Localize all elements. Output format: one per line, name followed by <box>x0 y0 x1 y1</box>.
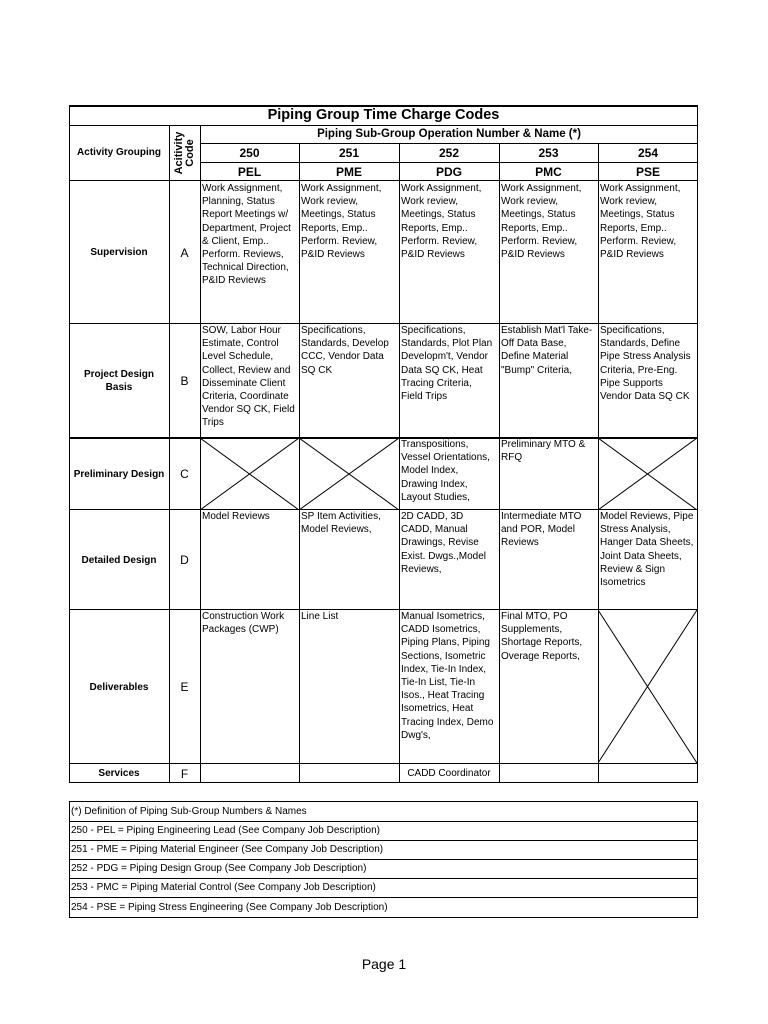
subgroup-name-pse: PSE <box>635 164 660 179</box>
not-applicable-x-icon <box>598 610 697 763</box>
table-border-left <box>69 105 70 783</box>
activity-code-b: B <box>180 374 189 388</box>
table-cell: Specifications, Standards, Define Pipe Stress Analysis Criteria, Pre-Eng. Pipe Supports Vendor Data SQ CK <box>600 325 691 403</box>
table-cell: Work Assignment, Work review, Meetings, Status Reports, Emp.. Perform. Review, P&ID Reviews <box>600 183 681 261</box>
table-cell <box>598 764 698 783</box>
activity-code-f: F <box>180 766 189 781</box>
table-cell <box>200 764 299 783</box>
table-cell <box>299 764 399 783</box>
not-applicable-x-icon <box>598 438 697 510</box>
grid-line <box>69 801 70 918</box>
grid-line <box>69 878 698 879</box>
subgroup-header: Piping Sub-Group Operation Number & Name (*) <box>317 128 581 140</box>
table-cell: Model Reviews, Pipe Stress Analysis, Hanger Data Sheets, Joint Data Sheets, Review & Sign Isometrics <box>600 511 694 589</box>
definition-note: 250 - PEL = Piping Engineering Lead (See Company Job Description) <box>71 825 380 836</box>
table-cell: Specifications, Standards, Develop CCC, Vendor Data SQ CK <box>301 325 389 376</box>
activity-group-preliminary-design: Preliminary Design <box>73 468 165 480</box>
table-cell: Establish Mat'l Take- Off Data Base, Define Material "Bump" Criteria, <box>501 325 593 376</box>
table-cell: Preliminary MTO & RFQ <box>501 439 586 464</box>
subgroup-number-253: 253 <box>538 145 559 160</box>
grid-line <box>697 801 698 918</box>
grid-line <box>200 143 698 144</box>
subgroup-number-250: 250 <box>239 145 260 160</box>
grid-line <box>200 162 698 163</box>
activity-group-deliverables: Deliverables <box>89 681 149 693</box>
grid-line <box>69 821 698 822</box>
activity-code-c: C <box>180 467 189 481</box>
activity-grouping-header: Activity Grouping <box>77 147 161 158</box>
definition-note-heading: (*) Definition of Piping Sub-Group Numbers & Names <box>71 806 307 817</box>
grid-line <box>69 323 698 324</box>
subgroup-number-251: 251 <box>338 145 360 160</box>
table-cell: Line List <box>301 611 339 622</box>
subgroup-name-pdg: PDG <box>435 164 462 179</box>
definition-note: 254 - PSE = Piping Stress Engineering (See Company Job Description) <box>71 901 388 913</box>
definition-note: 252 - PDG = Piping Design Group (See Company Job Description) <box>71 863 367 874</box>
activity-group-services: Services <box>98 768 140 779</box>
subgroup-name-pel: PEL <box>237 164 262 179</box>
table-cell: Intermediate MTO and POR, Model Reviews <box>501 511 582 549</box>
activity-code-a: A <box>180 245 189 260</box>
activity-code-header-label: Acitivity Code <box>172 131 196 174</box>
table-border-right <box>697 105 698 783</box>
activity-code-e: E <box>180 680 189 694</box>
grid-line <box>69 917 698 918</box>
grid-line <box>69 801 698 802</box>
table-cell: SOW, Labor Hour Estimate, Control Level Schedule, Collect, Review and Disseminate Client Criteria, Coordinate Vendor SQ CK, Field Trips <box>202 325 295 429</box>
activity-group-project-design-basis: Project Design Basis <box>83 369 155 393</box>
grid-line <box>499 143 500 783</box>
activity-code-header <box>169 125 200 180</box>
grid-line <box>69 180 698 181</box>
grid-line <box>69 840 698 841</box>
table-cell: Work Assignment, Work review, Meetings, Status Reports, Emp.. Perform. Review, P&ID Reviews <box>401 183 482 261</box>
table-title: Piping Group Time Charge Codes <box>267 107 500 123</box>
activity-group-detailed-design: Detailed Design <box>81 554 157 566</box>
table-cell: Work Assignment, Work review, Meetings, Status Reports, Emp.. Perform. Review, P&ID Reviews <box>301 183 382 261</box>
table-cell: Transpositions, Vessel Orientations, Model Index, Drawing Index, Layout Studies, <box>401 439 490 503</box>
table-cell: CADD Coordinator <box>407 768 491 779</box>
activity-code-d: D <box>180 553 189 567</box>
table-cell: Model Reviews <box>202 511 270 522</box>
subgroup-number-254: 254 <box>637 145 659 160</box>
table-cell: Work Assignment, Planning, Status Report Meetings w/ Department, Project & Client, Emp.. Perform. Reviews, Technical Direction, P&ID Reviews <box>202 183 291 287</box>
table-border-bottom <box>69 782 698 783</box>
grid-line <box>399 143 400 783</box>
table-cell: Work Assignment, Work review, Meetings, Status Reports, Emp.. Perform. Review, P&ID Reviews <box>501 183 582 261</box>
definition-note: 253 - PMC = Piping Material Control (See Company Job Description) <box>71 882 376 893</box>
grid-line <box>169 125 170 783</box>
table-cell: Specifications, Standards, Plot Plan Developm't, Vendor Data SQ CK, Heat Tracing Criteria, Field Trips <box>401 325 493 403</box>
grid-line <box>69 897 698 898</box>
activity-group-supervision: Supervision <box>90 247 148 258</box>
table-cell <box>499 764 598 783</box>
subgroup-name-pmc: PMC <box>535 164 562 179</box>
table-cell: SP Item Activities, Model Reviews, <box>301 511 381 536</box>
grid-line <box>69 859 698 860</box>
table-cell: Final MTO, PO Supplements, Shortage Reports, Overage Reports, <box>501 611 583 662</box>
grid-line <box>69 763 698 764</box>
grid-line <box>69 125 698 126</box>
not-applicable-x-icon <box>299 438 399 510</box>
definition-note: 251 - PME = Piping Material Engineer (See Company Job Description) <box>71 844 384 855</box>
table-cell: Manual Isometrics, CADD Isometrics, Piping Plans, Piping Sections, Isometric Index, Tie-In Index, Tie-In List, Tie-In Isos., Heat Tracing Isometrics, Heat Tracing Index, Demo Dwg's, <box>401 611 494 741</box>
table-cell: Construction Work Packages (CWP) <box>202 611 285 636</box>
subgroup-name-pme: PME <box>335 164 362 179</box>
table-cell: 2D CADD, 3D CADD, Manual Drawings, Revise Exist. Dwgs.,Model Reviews, <box>401 511 487 575</box>
page-number: Page 1 <box>361 956 407 972</box>
not-applicable-x-icon <box>200 438 299 510</box>
subgroup-number-252: 252 <box>438 145 460 160</box>
table-border-top <box>69 105 698 107</box>
